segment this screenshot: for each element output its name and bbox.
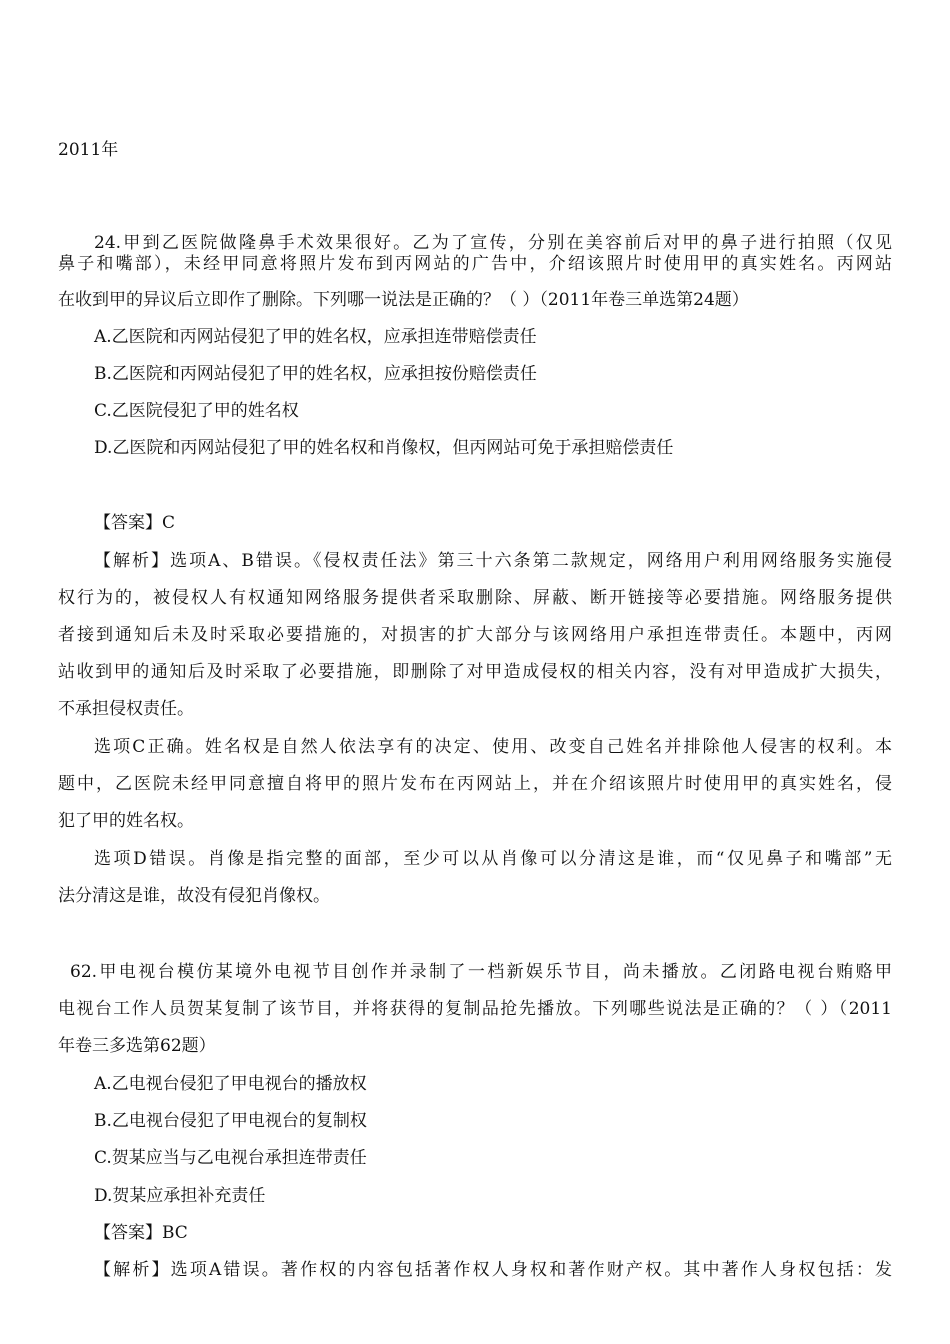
q24-analysis-line: 选项D错误。肖像是指完整的面部，至少可以从肖像可以分清这是谁，而“仅见鼻子和嘴部”无 — [94, 849, 892, 869]
q24-stem-line: 24.甲到乙医院做隆鼻手术效果很好。乙为了宣传，分别在美容前后对甲的鼻子进行拍照（仅见 — [94, 233, 892, 253]
q62-option-d: D.贺某应承担补充责任 — [94, 1186, 266, 1206]
q62-stem-line: 62.甲电视台模仿某境外电视节目创作并录制了一档新娱乐节目，尚未播放。乙闭路电视台贿赂甲 — [70, 962, 892, 982]
q62-analysis-line: 【解析】选项A错误。著作权的内容包括著作权人身权和著作财产权。其中著作人身权包括：发 — [94, 1260, 892, 1280]
q24-option-a: A.乙医院和丙网站侵犯了甲的姓名权，应承担连带赔偿责任 — [94, 327, 537, 347]
q24-analysis-line: 题中，乙医院未经甲同意擅自将甲的照片发布在丙网站上，并在介绍该照片时使用甲的真实姓名，侵 — [58, 774, 892, 794]
q24-analysis-line: 犯了甲的姓名权。 — [58, 811, 194, 831]
q24-analysis-line: 站收到甲的通知后及时采取了必要措施，即删除了对甲造成侵权的相关内容，没有对甲造成扩大损失， — [58, 662, 892, 682]
q24-stem-line: 在收到甲的异议后立即作了删除。下列哪一说法是正确的？（ ）（2011年卷三单选第24题） — [58, 290, 749, 310]
q62-stem-line: 电视台工作人员贺某复制了该节目，并将获得的复制品抢先播放。下列哪些说法是正确的？（ ）（2011 — [58, 999, 892, 1019]
q62-option-a: A.乙电视台侵犯了甲电视台的播放权 — [94, 1074, 367, 1094]
q24-analysis-line: 选项C正确。姓名权是自然人依法享有的决定、使用、改变自己姓名并排除他人侵害的权利。本 — [94, 737, 892, 757]
q24-analysis-line: 不承担侵权责任。 — [58, 699, 194, 719]
q24-analysis-line: 权行为的，被侵权人有权通知网络服务提供者采取删除、屏蔽、断开链接等必要措施。网络服务提供 — [58, 588, 892, 608]
q24-analysis-line: 者接到通知后未及时采取必要措施的，对损害的扩大部分与该网络用户承担连带责任。本题中，丙网 — [58, 625, 892, 645]
q24-option-d: D.乙医院和丙网站侵犯了甲的姓名权和肖像权，但丙网站可免于承担赔偿责任 — [94, 438, 674, 458]
year-heading: 2011年 — [58, 140, 119, 160]
q62-answer: 【答案】BC — [94, 1223, 188, 1243]
q62-option-b: B.乙电视台侵犯了甲电视台的复制权 — [94, 1111, 367, 1131]
q24-stem-line: 鼻子和嘴部），未经甲同意将照片发布到丙网站的广告中，介绍该照片时使用甲的真实姓名。丙网站 — [58, 254, 892, 274]
q62-option-c: C.贺某应当与乙电视台承担连带责任 — [94, 1148, 367, 1168]
q24-option-b: B.乙医院和丙网站侵犯了甲的姓名权，应承担按份赔偿责任 — [94, 364, 537, 384]
q62-stem-line: 年卷三多选第62题） — [58, 1036, 216, 1056]
q24-answer: 【答案】C — [94, 513, 176, 533]
q24-analysis-line: 【解析】选项A、B错误。《侵权责任法》第三十六条第二款规定，网络用户利用网络服务实施侵 — [94, 551, 892, 571]
q24-option-c: C.乙医院侵犯了甲的姓名权 — [94, 401, 299, 421]
q24-analysis-line: 法分清这是谁，故没有侵犯肖像权。 — [58, 886, 330, 906]
